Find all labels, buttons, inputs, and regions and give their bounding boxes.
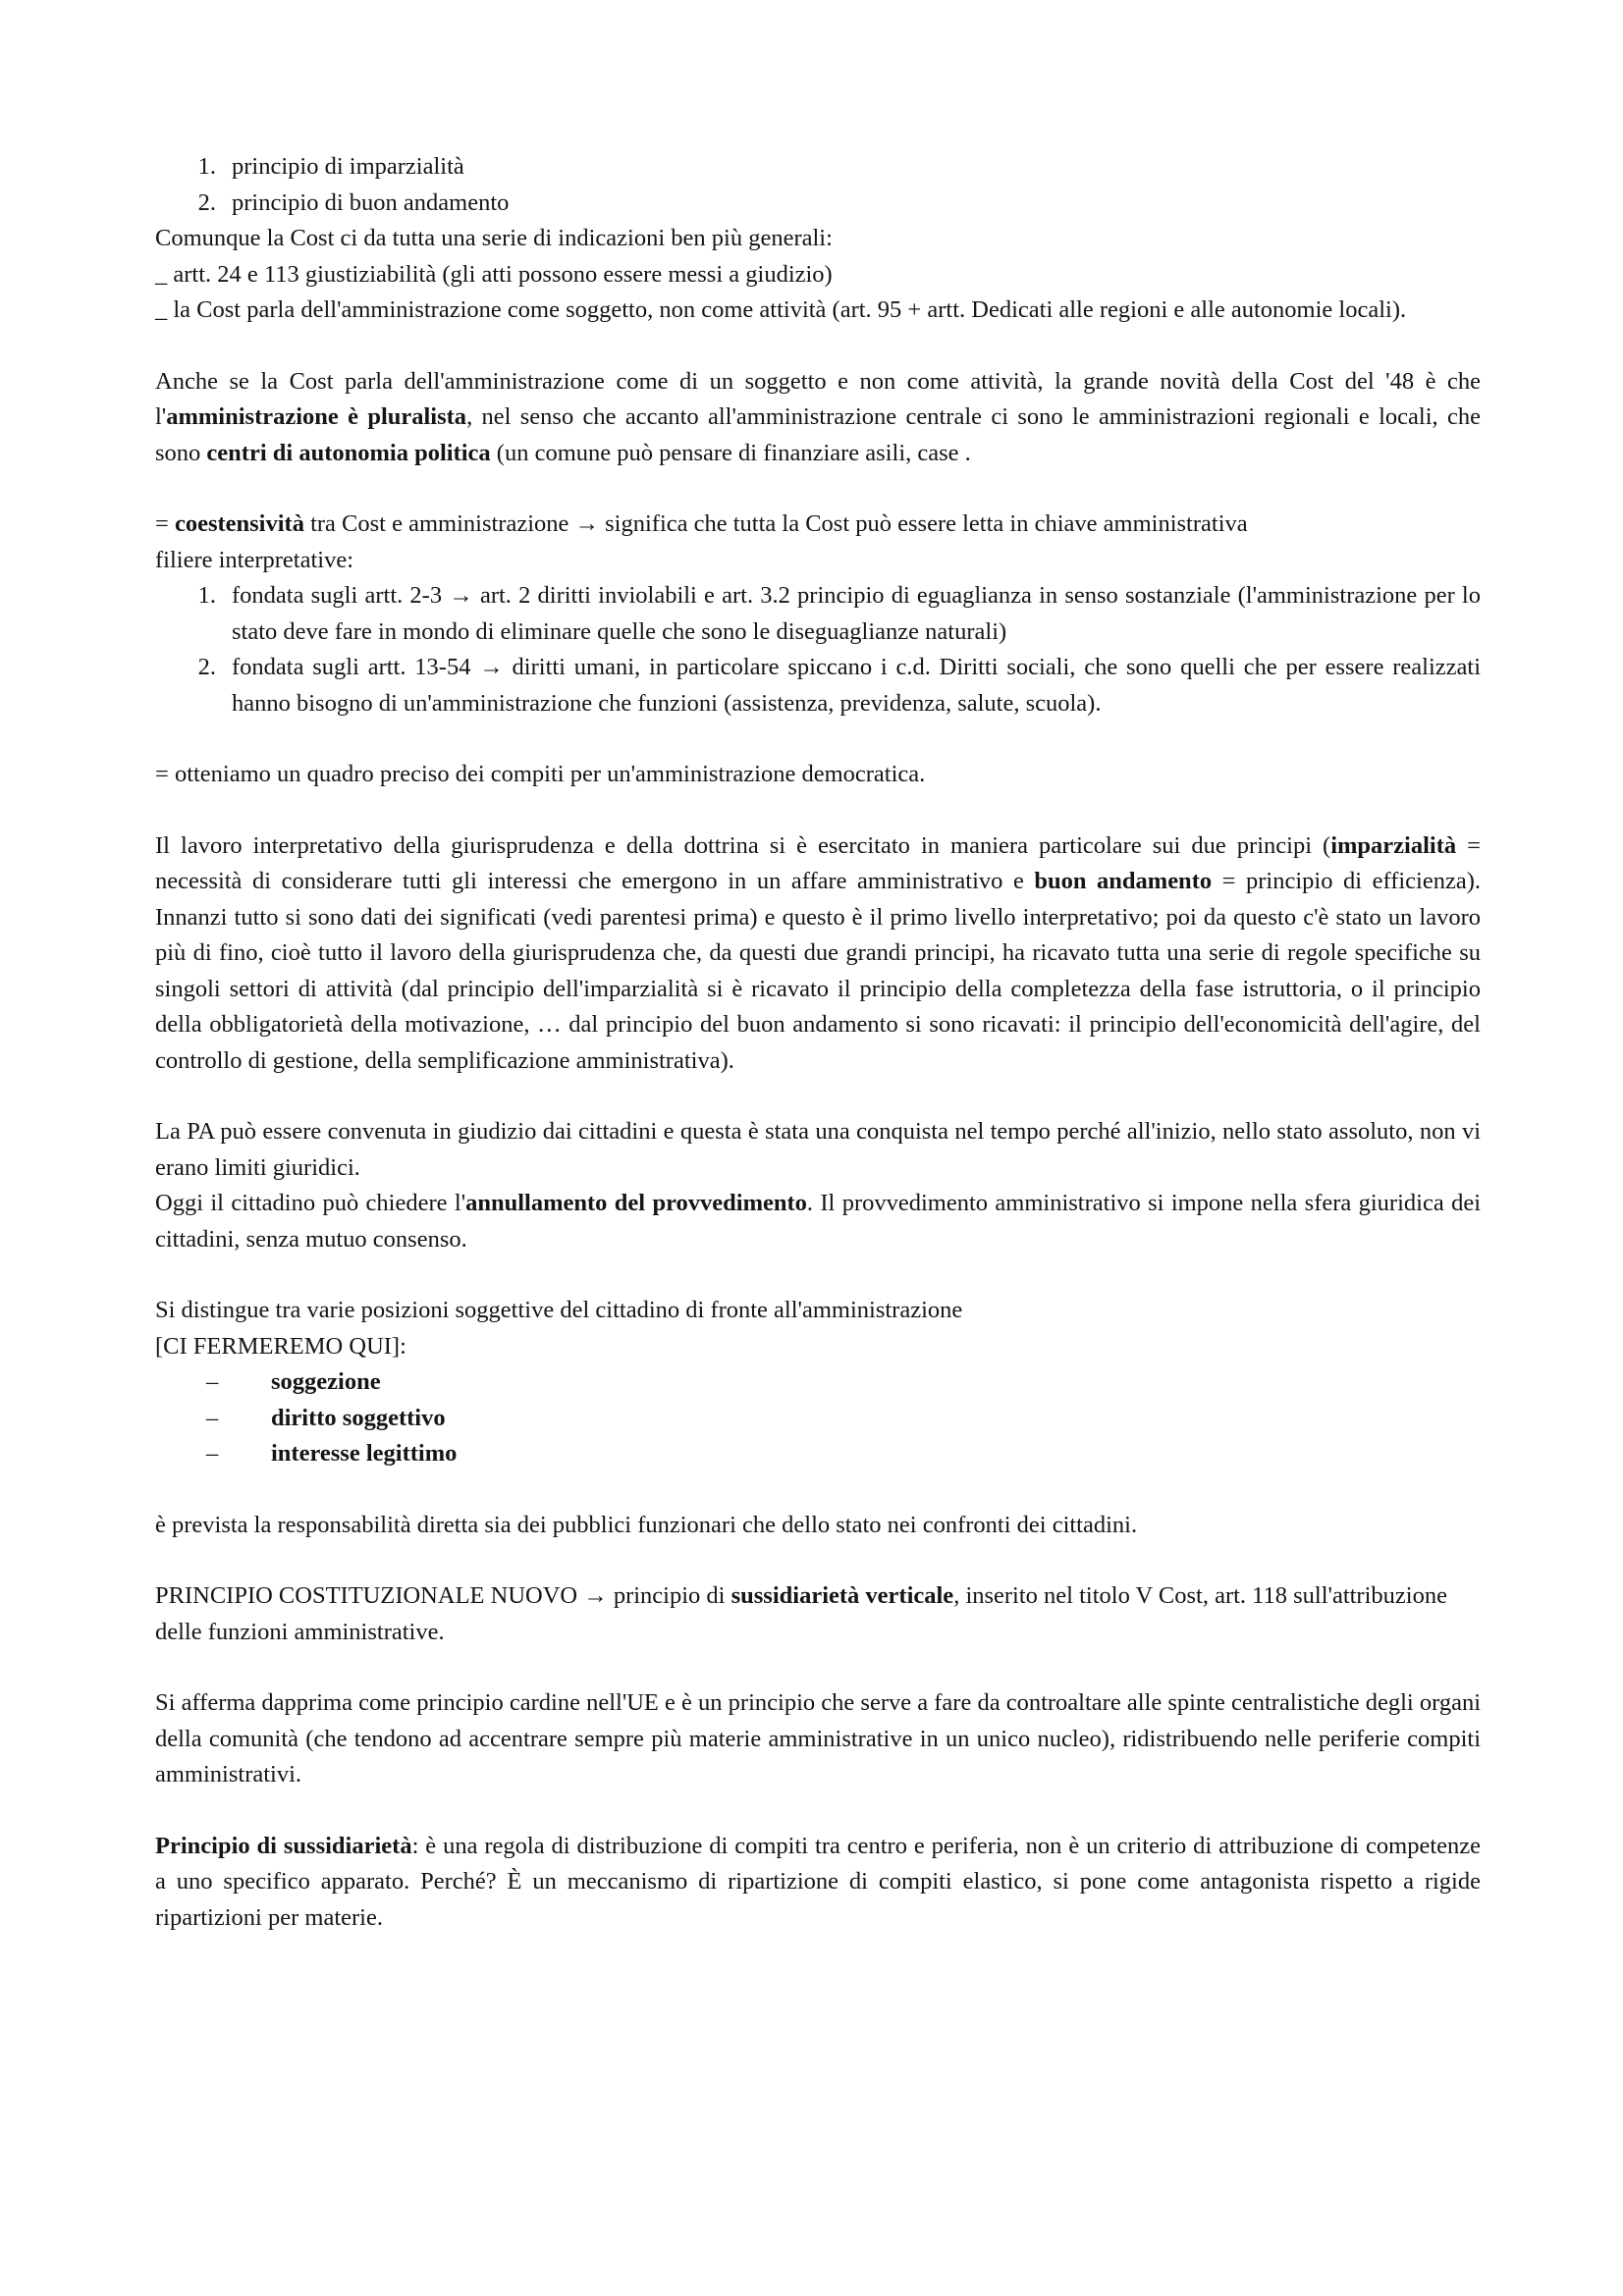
paragraph: _ artt. 24 e 113 giustiziabilità (gli atti possono essere messi a giudizio) <box>155 260 833 288</box>
paragraph: è prevista la responsabilità diretta sia dei pubblici funzionari che dello stato nei confronti dei cittadini. <box>155 1511 1138 1538</box>
list-item: – diritto soggettivo <box>206 1404 446 1431</box>
paragraph: = coestensività tra Cost e amministrazione → significa che tutta la Cost può essere letta in chiave amministrativa <box>155 510 1248 537</box>
paragraph: Oggi il cittadino può chiedere l'annullamento del provvedimento. Il provvedimento amministrativo si impone nella sfera giuridica dei cittadini, senza mutuo consenso. <box>155 1190 1481 1253</box>
paragraph: La PA può essere convenuta in giudizio dai cittadini e questa è stata una conquista nel tempo perché all'inizio, nello stato assoluto, non vi erano limiti giuridici. <box>155 1118 1481 1181</box>
paragraph: Si distingue tra varie posizioni soggettive del cittadino di fronte all'amministrazione <box>155 1297 963 1323</box>
paragraph: filiere interpretative: <box>155 546 354 573</box>
list-item: 2. fondata sugli artt. 13-54 → diritti umani, in particolare spiccano i c.d. Diritti sociali, che sono quelli che per essere realizzati hanno bisogno di un'amministrazione che funzioni (assistenza, previdenza, salute, scuola). <box>197 654 1481 717</box>
bold-term: buon andamento <box>1034 868 1213 894</box>
paragraph: Anche se la Cost parla dell'amministrazione come di un soggetto e non come attività, la grande novità della Cost del '48 è che l'amministrazione è pluralista, nel senso che accanto all'amministrazione centrale ci sono le amministrazioni regionali e locali, che sono centri di autonomia politica (un comune può pensare di finanziare asili, case . <box>155 367 1481 466</box>
bold-term: annullamento del provvedimento <box>465 1190 807 1216</box>
list-item: – interesse legittimo <box>206 1440 458 1467</box>
bold-term: coestensività <box>174 510 304 537</box>
list-item: 2. principio di buon andamento <box>197 188 510 216</box>
paragraph: = otteniamo un quadro preciso dei compiti per un'amministrazione democratica. <box>155 761 926 787</box>
bold-term: Principio di sussidiarietà <box>155 1832 412 1859</box>
bold-term: amministrazione è pluralista <box>166 403 467 430</box>
document-page <box>155 149 1481 1936</box>
paragraph: Principio di sussidiarietà: è una regola di distribuzione di compiti tra centro e periferia, non è un criterio di attribuzione di competenze a uno specifico apparato. Perché? È un meccanismo di ripartizione di compiti elastico, si pone come antagonista rispetto a rigide ripartizioni per materie. <box>155 1832 1481 1931</box>
paragraph: _ la Cost parla dell'amministrazione come soggetto, non come attività (art. 95 + artt. Dedicati alle regioni e alle autonomie locali). <box>155 296 1407 323</box>
paragraph: PRINCIPIO COSTITUZIONALE NUOVO → principio di sussidiarietà verticale, inserito nel titolo V Cost, art. 118 sull'attribuzione delle funzioni amministrative. <box>155 1582 1447 1645</box>
paragraph: Comunque la Cost ci da tutta una serie di indicazioni ben più generali: <box>155 225 833 251</box>
list-item: 1. fondata sugli artt. 2-3 → art. 2 diritti inviolabili e art. 3.2 principio di eguaglianza in senso sostanziale (l'amministrazione per lo stato deve fare in mondo di eliminare quelle che sono le diseguaglianze naturali) <box>197 582 1481 645</box>
paragraph: Il lavoro interpretativo della giurisprudenza e della dottrina si è esercitato in maniera particolare sui due principi (imparzialità = necessità di considerare tutti gli interessi che emergono in un affare amministrativo e buon andamento = principio di efficienza). Innanzi tutto si sono dati dei significati (vedi parentesi prima) e questo è il primo livello interpretativo; poi da questo c'è stato un lavoro più di fino, cioè tutto il lavoro della giurisprudenza che, da questi due grandi principi, ha ricavato tutta una serie di regole specifiche su singoli settori di attività (dal principio dell'imparzialità si è ricavato il principio della completezza della fase istruttoria, o il principio della obbligatorietà della motivazione, … dal principio del buon andamento si sono ricavati: il principio dell'economicità dell'agire, del controllo di gestione, della semplificazione amministrativa). <box>155 831 1481 1074</box>
paragraph: [CI FERMEREMO QUI]: <box>155 1332 406 1360</box>
paragraph: Si afferma dapprima come principio cardine nell'UE e è un principio che serve a fare da controaltare alle spinte centralistiche degli organi della comunità (che tendono ad accentrare sempre più materie amministrative in un unico nucleo), ridistribuendo nelle periferie compiti amministrativi. <box>155 1689 1481 1788</box>
bold-term: sussidiarietà verticale <box>730 1582 954 1609</box>
bold-term: centri di autonomia politica <box>206 439 491 466</box>
list-item: – soggezione <box>206 1368 381 1395</box>
list-item: 1. principio di imparzialità <box>197 153 464 180</box>
bold-term: imparzialità <box>1330 831 1457 859</box>
